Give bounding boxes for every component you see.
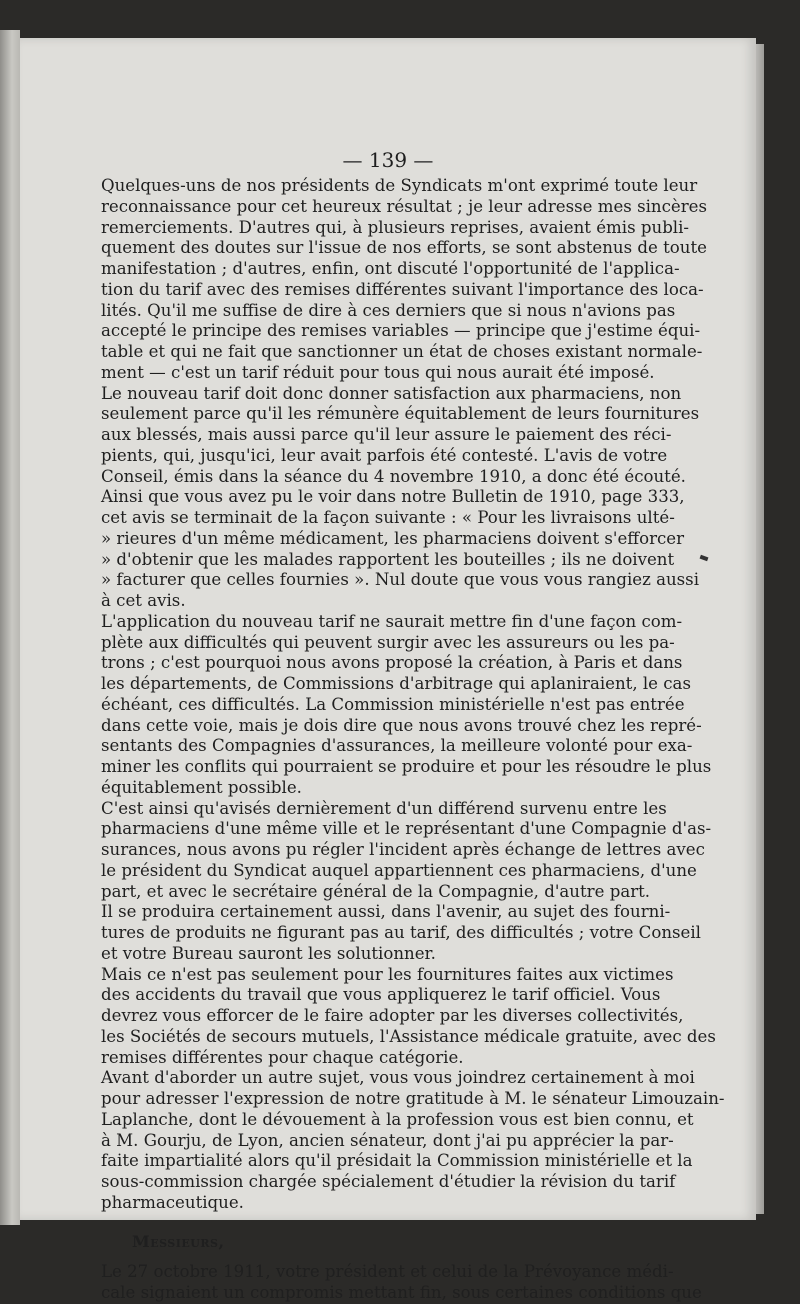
text-line: Avant d'aborder un autre sujet, vous vous joindrez certainement à moi	[101, 1068, 695, 1088]
body-text	[80, 176, 725, 1304]
text-line: pharmaciens d'une même ville et le représentant d'une Compagnie d'as-	[101, 819, 712, 839]
text-line: remerciements. D'autres qui, à plusieurs reprises, avaient émis publi-	[101, 217, 690, 237]
text-line: Le nouveau tarif doit donc donner satisfaction aux pharmaciens, non	[101, 383, 682, 403]
text-line: manifestation ; d'autres, enfin, ont discuté l'opportunité de l'applica-	[101, 259, 680, 278]
paragraph-3	[80, 611, 712, 799]
text-line: faite impartialité alors qu'il présidait la Commission ministérielle et la	[101, 1151, 693, 1171]
text-line: Laplanche, dont le dévouement à la profession vous est bien connu, et	[101, 1109, 694, 1129]
text-line: Ainsi que vous avez pu le voir dans notre Bulletin de 1910, page 333,	[101, 487, 685, 507]
text-line: dans cette voie, mais je dois dire que nous avons trouvé chez les repré-	[101, 715, 702, 735]
text-line: ment — c'est un tarif réduit pour tous qui nous aurait été imposé.	[101, 362, 655, 382]
text-line: seulement parce qu'il les rémunère équitablement de leurs fournitures	[101, 404, 700, 424]
text-line: aux blessés, mais aussi parce qu'il leur assure le paiement des réci-	[101, 425, 672, 444]
text-line: cale signaient un compromis mettant fin, sous certaines conditions que	[101, 1283, 702, 1302]
text-line: Il se produira certainement aussi, dans l'avenir, au sujet des fourni-	[101, 902, 671, 922]
text-line: remises différentes pour chaque catégorie.	[101, 1047, 464, 1067]
text-line: sous-commission chargée spécialement d'étudier la révision du tarif	[101, 1172, 676, 1191]
paragraph-final	[80, 1262, 702, 1304]
text-line: table et qui ne fait que sanctionner un état de choses existant normale-	[101, 342, 703, 361]
text-line: des accidents du travail que vous appliquerez le tarif officiel. Vous	[101, 985, 661, 1005]
text-line: surances, nous avons pu régler l'incident après échange de lettres avec	[101, 840, 705, 859]
text-line: » rieures d'un même médicament, les pharmaciens doivent s'efforcer	[101, 528, 685, 548]
paragraph-7	[80, 1068, 725, 1213]
text-line: pour adresser l'expression de notre gratitude à M. le sénateur Limouzain-	[101, 1089, 725, 1108]
margin-mark	[700, 555, 709, 561]
text-line: » facturer que celles fournies ». Nul doute que vous vous rangiez aussi	[101, 570, 700, 590]
text-line: à M. Gourju, de Lyon, ancien sénateur, dont j'ai pu apprécier la par-	[101, 1130, 674, 1150]
text-line: équitablement possible.	[101, 777, 302, 797]
text-line: quement des doutes sur l'issue de nos efforts, se sont abstenus de toute	[101, 238, 707, 258]
text-line: à cet avis.	[101, 591, 186, 610]
text-line: trons ; c'est pourquoi nous avons proposé la création, à Paris et dans	[101, 653, 683, 673]
text-line: lités. Qu'il me suffise de dire à ces derniers que si nous n'avions pas	[101, 300, 676, 320]
paragraph-2	[80, 383, 700, 612]
text-line: Mais ce n'est pas seulement pour les fournitures faites aux victimes	[101, 964, 674, 984]
text-line: cet avis se terminait de la façon suivante : « Pour les livraisons ulté-	[101, 508, 675, 527]
paragraph-6	[80, 964, 716, 1069]
left-page-edge	[0, 30, 20, 1225]
text-line: et votre Bureau sauront les solutionner.	[101, 943, 436, 963]
document-page	[20, 38, 756, 1302]
text-line: Quelques-uns de nos présidents de Syndicats m'ont exprimé toute leur	[101, 176, 698, 195]
text-line: pharmaceutique.	[101, 1192, 244, 1212]
page-number: — 139 —	[342, 148, 434, 172]
text-line: » d'obtenir que les malades rapportent les bouteilles ; ils ne doivent	[101, 549, 675, 569]
text-line: reconnaissance pour cet heureux résultat ; je leur adresse mes sincères	[101, 196, 707, 216]
text-line: plète aux difficultés qui peuvent surgir avec les assureurs ou les pa-	[101, 632, 675, 652]
paragraph-1	[80, 176, 707, 384]
salutation: Messieurs,	[132, 1231, 225, 1251]
text-line: les Sociétés de secours mutuels, l'Assistance médicale gratuite, avec des	[101, 1026, 716, 1046]
text-line: C'est ainsi qu'avisés dernièrement d'un différend survenu entre les	[101, 798, 667, 818]
paragraph-5	[80, 902, 701, 964]
text-line: le président du Syndicat auquel appartiennent ces pharmaciens, d'une	[101, 860, 697, 880]
text-line: miner les conflits qui pourraient se produire et pour les résoudre le plus	[101, 757, 712, 776]
text-line: Le 27 octobre 1911, votre président et celui de la Prévoyance médi-	[101, 1262, 674, 1282]
text-line: sentants des Compagnies d'assurances, la meilleure volonté pour exa-	[101, 736, 693, 756]
text-line: L'application du nouveau tarif ne saurait mettre fin d'une façon com-	[101, 611, 683, 631]
paragraph-4	[80, 798, 712, 903]
text-line: Conseil, émis dans la séance du 4 novembre 1910, a donc été écouté.	[101, 466, 686, 486]
text-line: échéant, ces difficultés. La Commission ministérielle n'est pas entrée	[101, 694, 685, 714]
text-line: devrez vous efforcer de le faire adopter par les diverses collectivités,	[101, 1006, 684, 1025]
text-line: tures de produits ne figurant pas au tarif, des difficultés ; votre Conseil	[101, 923, 701, 942]
text-line: tion du tarif avec des remises différentes suivant l'importance des loca-	[101, 279, 704, 299]
text-line: accepté le principe des remises variables — principe que j'estime équi-	[101, 321, 701, 341]
text-line: part, et avec le secrétaire général de la Compagnie, d'autre part.	[101, 881, 651, 901]
text-line: les départements, de Commissions d'arbitrage qui aplaniraient, le cas	[101, 674, 691, 693]
text-line: pients, qui, jusqu'ici, leur avait parfois été contesté. L'avis de votre	[101, 445, 668, 465]
